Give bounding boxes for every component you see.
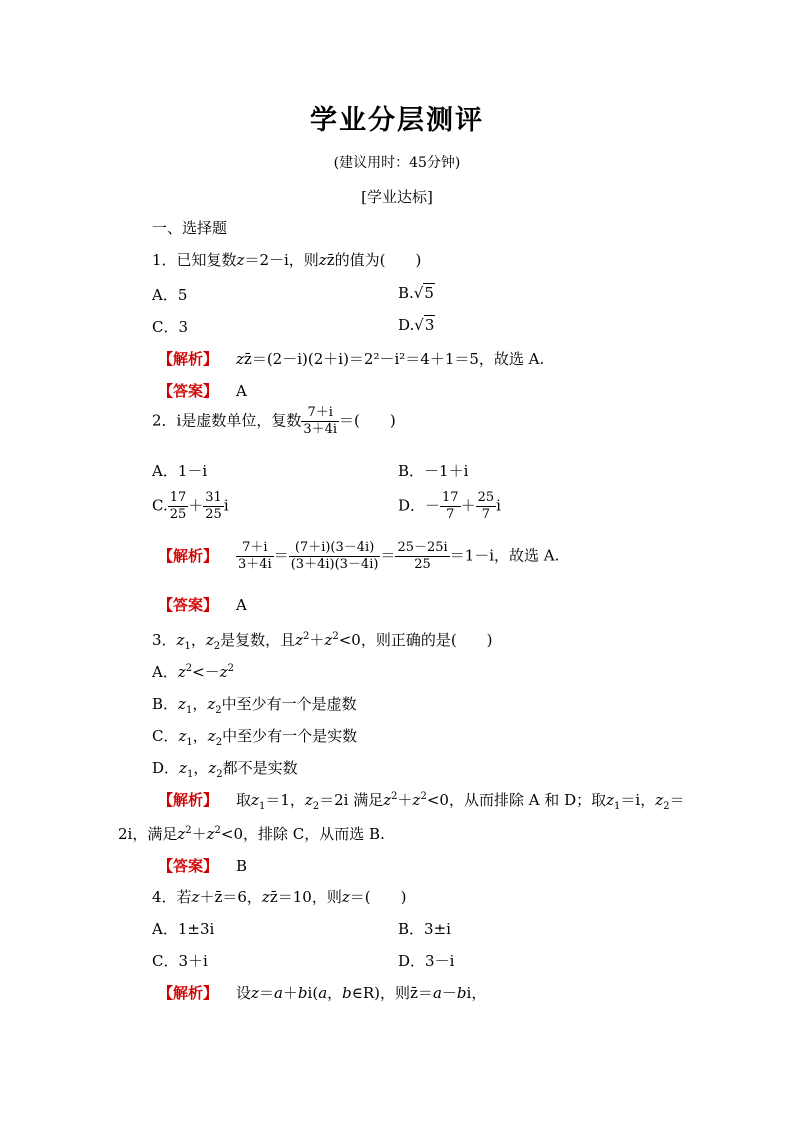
q4-stem: 4．若z＋z̄＝6，zz̄＝10，则z＝( ) bbox=[152, 888, 407, 906]
q2-stem: 2．i是虚数单位，复数 $\frac{7+i}{3+4i}$ ＝( ) bbox=[152, 405, 396, 437]
q1-analysis: 【解析】 zz̄＝(2－i)(2＋i)＝2²－i²＝4＋1＝5，故选 A. bbox=[158, 350, 545, 368]
suggested-time: (建议用时：45分钟) bbox=[333, 155, 461, 171]
q3-option-b: B．$z_1$，$z_2$中至少有一个是虚数 bbox=[152, 695, 357, 716]
q3-option-a: A．$z^2<-z^2$ bbox=[152, 663, 234, 681]
q3-analysis-line1: 【解析】 取$z_1=1$，$z_2=2i$ 满足$z^2+z^2<0$，从而排除 A 和 D；取$z_1=i$，$z_2=$ bbox=[158, 791, 685, 812]
q2-option-b: B．－1＋i bbox=[398, 462, 469, 480]
q2-option-c: C. $\frac{17}{25}$ ＋ $\frac{31}{25}$ i bbox=[152, 490, 229, 522]
part-heading: 一、选择题 bbox=[152, 219, 228, 237]
q2-analysis: 【解析】 $\frac{7+i}{3+4i}$ ＝ $\frac{(7+i)(3-4i)}{(3+4i)(3-4i)}$ ＝ $\frac{25-25i}{25}$ ＝1－i，故选 A. bbox=[158, 540, 560, 572]
page-title: 学业分层测评 bbox=[310, 105, 484, 136]
q4-option-b: B．3±i bbox=[398, 920, 451, 938]
q2-option-a: A．1－i bbox=[152, 462, 208, 480]
q1-answer: 【答案】 A bbox=[158, 382, 247, 400]
q1-option-c: C．3 bbox=[152, 318, 189, 336]
q1-option-a: A．5 bbox=[152, 286, 188, 304]
section-label: [学业达标] bbox=[361, 188, 433, 206]
q1-option-b: B.√5 bbox=[398, 284, 434, 302]
q4-analysis: 【解析】 设z＝a＋bi(a，b∈R)，则z̄＝a－bi， bbox=[158, 984, 487, 1002]
q3-answer: 【答案】 B bbox=[158, 857, 248, 875]
q4-option-a: A．1±3i bbox=[152, 920, 215, 938]
q1-option-d: D.√3 bbox=[398, 316, 435, 334]
q4-option-d: D．3－i bbox=[398, 952, 455, 970]
q3-stem: 3．$z_1$，$z_2$是复数，且$z^2+z^2<0$，则正确的是( ) bbox=[152, 631, 493, 652]
q3-analysis-line2: 2i，满足$z^2+z^2<0$，排除 C，从而选 B. bbox=[118, 825, 385, 843]
q1-stem: 1．已知复数z＝2－i，则zz̄的值为( ) bbox=[152, 251, 422, 269]
q3-option-c: C．$z_1$，$z_2$中至少有一个是实数 bbox=[152, 727, 358, 748]
q2-answer: 【答案】 A bbox=[158, 596, 247, 614]
q2-option-d: D．－ $\frac{17}{7}$ ＋ $\frac{25}{7}$ i bbox=[398, 490, 501, 522]
q3-option-d: D．$z_1$，$z_2$都不是实数 bbox=[152, 759, 298, 780]
q4-option-c: C．3＋i bbox=[152, 952, 208, 970]
